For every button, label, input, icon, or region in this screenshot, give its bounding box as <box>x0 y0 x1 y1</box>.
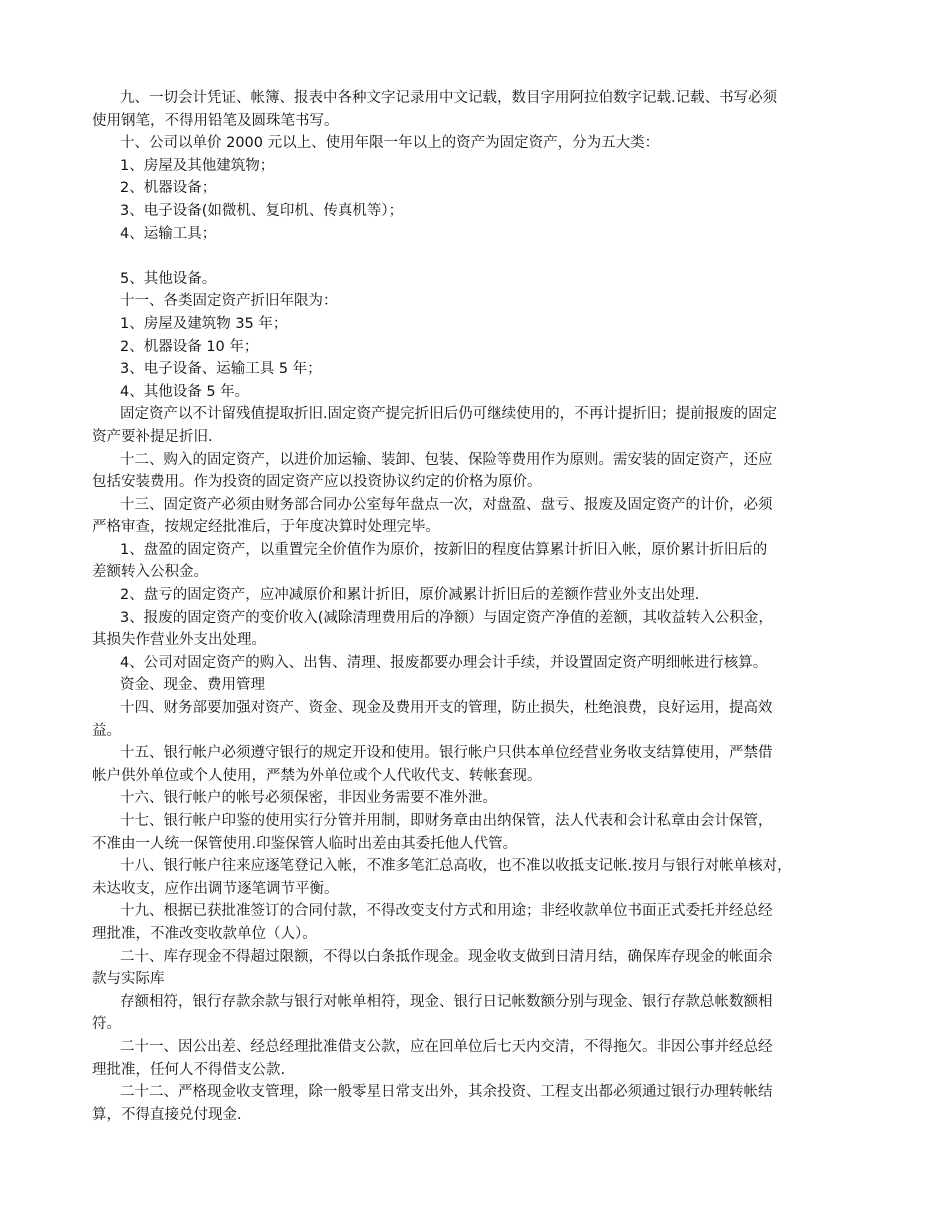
paragraph-continuation: 差额转入公积金。 <box>92 564 208 581</box>
paragraph-15 <box>92 742 858 787</box>
paragraph-continuation: 款与实际库 <box>92 971 165 988</box>
paragraph-14 <box>92 697 858 742</box>
list-item <box>120 652 858 675</box>
list-item <box>92 539 858 584</box>
list-item <box>120 177 858 200</box>
paragraph-20-cont <box>92 991 858 1036</box>
paragraph-line: 1、房屋及其他建筑物； <box>120 157 275 174</box>
section-heading <box>120 674 858 697</box>
list-item <box>120 313 858 336</box>
paragraph-continuation: 益。 <box>92 722 121 739</box>
list-item <box>92 607 858 652</box>
paragraph-line: 1、盘盈的固定资产，以重置完全价值作为原价，按新旧的程度估算累计折旧入帐，原价累计折旧后的 <box>120 541 768 558</box>
paragraph-20 <box>92 946 858 991</box>
paragraph-line: 十二、购入的固定资产，以进价加运输、装卸、包装、保险等费用作为原则。需安装的固定资产，还应 <box>120 451 773 468</box>
blank-line <box>120 245 858 268</box>
paragraph-continuation: 使用钢笔，不得用铅笔及圆珠笔书写。 <box>92 112 339 129</box>
paragraph-continuation: 包括安装费用。作为投资的固定资产应以投资协议约定的价格为原价。 <box>92 474 542 491</box>
paragraph-line: 4、运输工具； <box>120 225 217 242</box>
paragraph-18 <box>92 855 858 900</box>
list-item <box>120 200 858 223</box>
paragraph-line: 二十二、严格现金收支管理，除一般零星日常支出外，其余投资、工程支出都必须通过银行办理转帐结 <box>120 1084 773 1101</box>
paragraph-line: 二十一、因公出差、经总经理批准借支公款，应在回单位后七天内交清，不得拖欠。非因公事并经总经 <box>120 1038 773 1055</box>
paragraph-line: 十四、财务部要加强对资产、资金、现金及费用开支的管理，防止损失，杜绝浪费，良好运用，提高效 <box>120 700 773 717</box>
paragraph-continuation: 资产要补提足折旧. <box>92 428 213 445</box>
paragraph-continuation: 符。 <box>92 1016 121 1033</box>
paragraph-line: 十六、银行帐户的帐号必须保密，非因业务需要不准外泄。 <box>120 790 497 807</box>
paragraph-continuation: 未达收支，应作出调节逐笔调节平衡。 <box>92 880 339 897</box>
list-item <box>120 223 858 246</box>
paragraph-11 <box>120 290 858 313</box>
paragraph-continuation: 帐户供外单位或个人使用，严禁为外单位或个人代收代支、转帐套现。 <box>92 767 542 784</box>
paragraph-line: 十一、各类固定资产折旧年限为： <box>120 293 338 310</box>
list-item <box>120 358 858 381</box>
paragraph-line: 3、电子设备(如微机、复印机、传真机等）； <box>120 202 404 219</box>
paragraph-line: 存额相符，银行存款余款与银行对帐单相符，现金、银行日记帐数额分别与现金、银行存款总帐数额相 <box>120 993 773 1010</box>
paragraph-continuation: 理批准，不准改变收款单位（人）。 <box>92 925 317 942</box>
paragraph-line: 2、机器设备 10 年； <box>120 338 259 355</box>
paragraph-16 <box>120 787 858 810</box>
list-item <box>120 584 858 607</box>
paragraph-12 <box>92 449 858 494</box>
paragraph-9 <box>92 87 858 132</box>
paragraph-17 <box>92 810 858 855</box>
paragraph-depreciation <box>92 403 858 448</box>
paragraph-10 <box>120 132 858 155</box>
paragraph-line: 2、盘亏的固定资产，应冲减原价和累计折旧，原价减累计折旧后的差额作营业外支出处理. <box>120 587 700 604</box>
paragraph-line: 3、电子设备、运输工具 5 年； <box>120 361 322 378</box>
paragraph-line: 资金、现金、费用管理 <box>120 677 265 694</box>
list-item <box>120 155 858 178</box>
paragraph-line: 十九、根据已获批准签订的合同付款，不得改变支付方式和用途；非经收款单位书面正式委托并经总经 <box>120 903 773 920</box>
paragraph-13 <box>92 494 858 539</box>
paragraph-line: 十、公司以单价 2000 元以上、使用年限一年以上的资产为固定资产，分为五大类： <box>120 135 660 152</box>
paragraph-continuation: 其损失作营业外支出处理。 <box>92 632 266 649</box>
paragraph-line: 二十、库存现金不得超过限额，不得以白条抵作现金。现金收支做到日清月结，确保库存现金的帐面余 <box>120 948 773 965</box>
list-item <box>120 268 858 291</box>
paragraph-21 <box>92 1036 858 1081</box>
paragraph-line: 2、机器设备； <box>120 180 217 197</box>
list-item <box>120 336 858 359</box>
paragraph-22 <box>92 1081 858 1126</box>
paragraph-line: 4、公司对固定资产的购入、出售、清理、报废都要办理会计手续，并设置固定资产明细帐进行核算。 <box>120 654 768 671</box>
list-item <box>120 381 858 404</box>
paragraph-line: 3、报废的固定资产的变价收入(减除清理费用后的净额）与固定资产净值的差额，其收益转入公积金， <box>120 609 773 626</box>
paragraph-continuation: 严格审查，按规定经批准后，于年度决算时处理完毕。 <box>92 519 440 536</box>
paragraph-continuation: 算，不得直接兑付现金. <box>92 1106 242 1123</box>
paragraph-line: 1、房屋及建筑物 35 年； <box>120 315 288 332</box>
paragraph-continuation: 理批准，任何人不得借支公款. <box>92 1061 286 1078</box>
paragraph-19 <box>92 900 858 945</box>
paragraph-line: 十八、银行帐户往来应逐笔登记入帐，不准多笔汇总高收，也不准以收抵支记帐.按月与银行对帐单核对， <box>120 858 792 875</box>
paragraph-line: 十七、银行帐户印鉴的使用实行分管并用制，即财务章由出纳保管，法人代表和会计私章由会计保管， <box>120 813 773 829</box>
paragraph-line: 九、一切会计凭证、帐簿、报表中各种文字记录用中文记载，数目字用阿拉伯数字记载.记载、书写必须 <box>120 90 778 106</box>
paragraph-line: 固定资产以不计留残值提取折旧.固定资产提完折旧后仍可继续使用的，不再计提折旧；提前报废的固定 <box>120 406 778 423</box>
paragraph-continuation: 不准由一人统一保管使用.印鉴保管人临时出差由其委托他人代管。 <box>92 835 518 852</box>
paragraph-line: 十五、银行帐户必须遵守银行的规定开设和使用。银行帐户只供本单位经营业务收支结算使用，严禁借 <box>120 745 773 762</box>
paragraph-line: 5、其他设备。 <box>120 270 217 287</box>
paragraph-line: 十三、固定资产必须由财务部合同办公室每年盘点一次，对盘盈、盘亏、报废及固定资产的计价，必须 <box>120 496 773 513</box>
paragraph-line: 4、其他设备 5 年。 <box>120 383 250 400</box>
